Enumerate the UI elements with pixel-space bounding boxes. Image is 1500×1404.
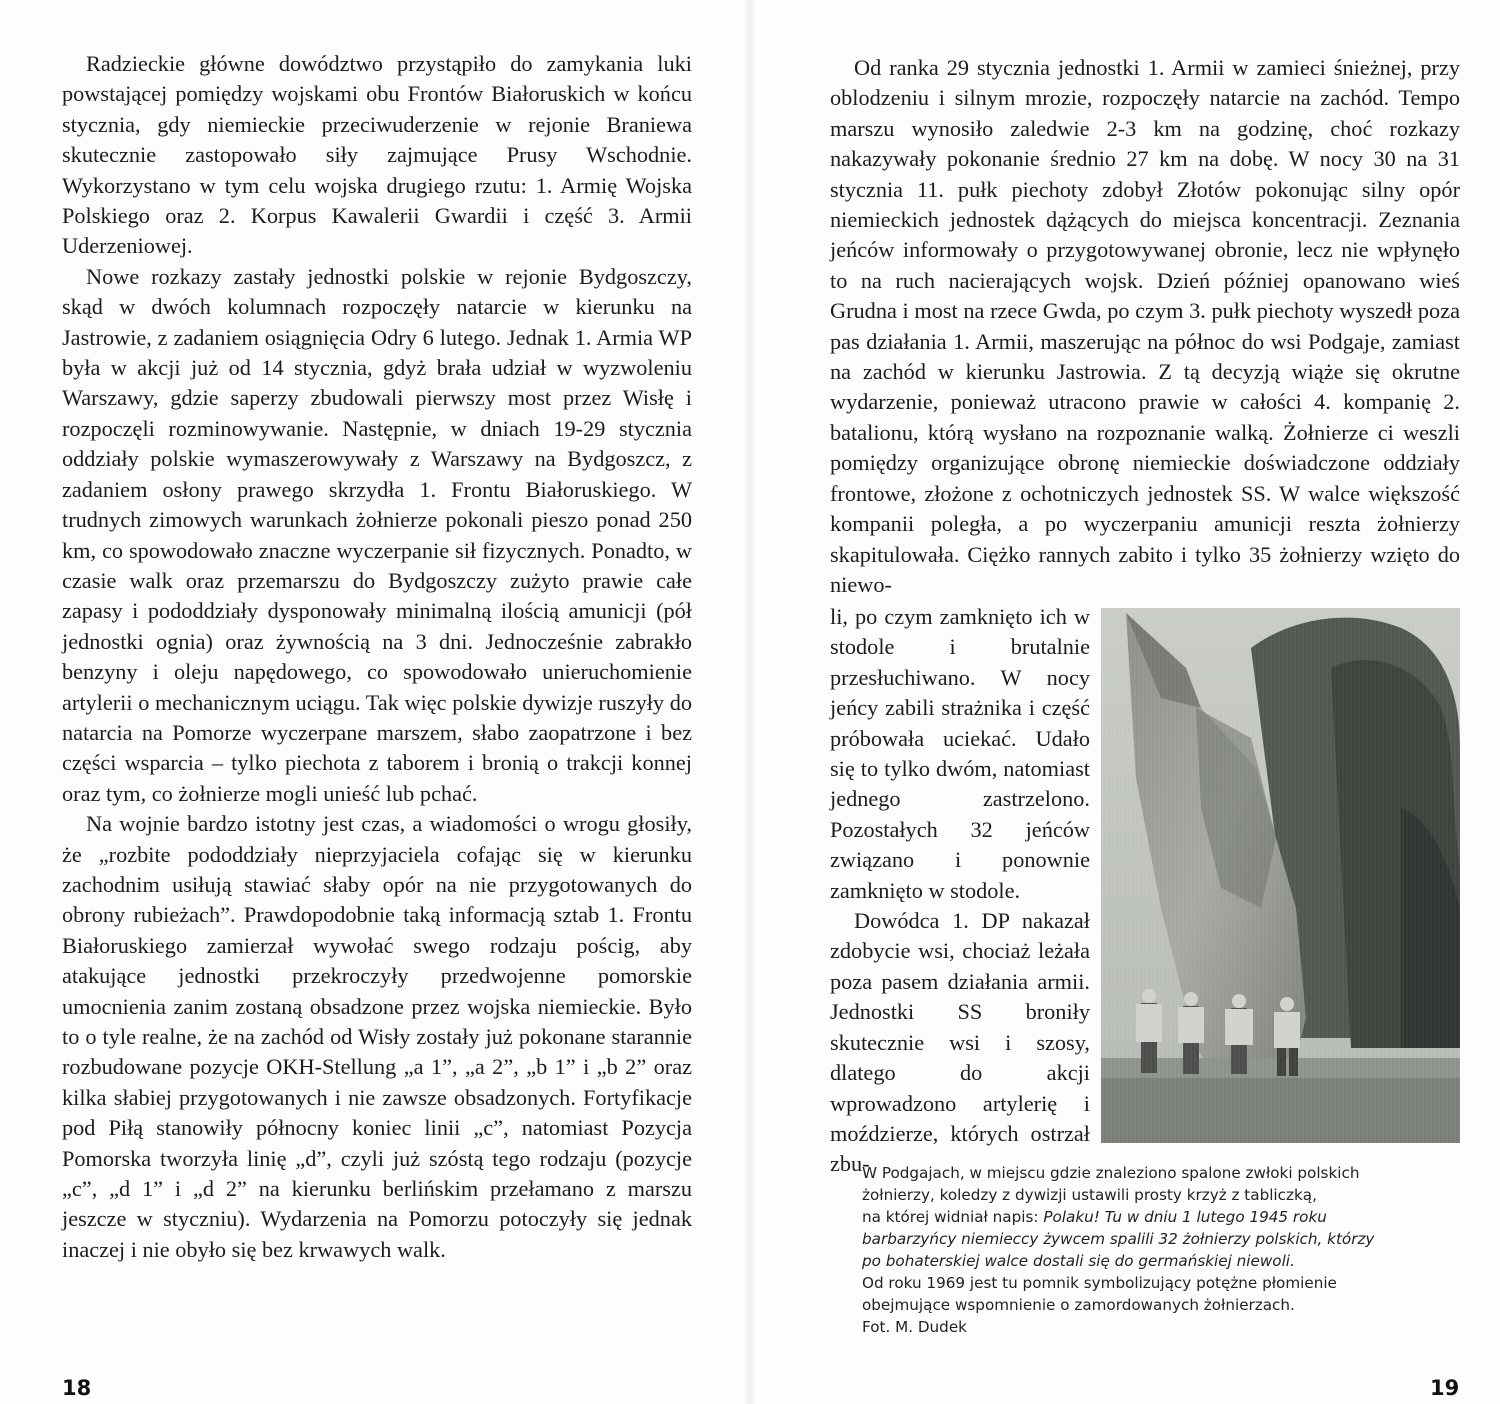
left-paragraph-2: Nowe rozkazy zastały jednostki polskie w rejonie Bydgoszczy, skąd w dwóch kolumnach rozpoczęły natarcie w kierunku na Jastrowie, z zadaniem osiągnięcia Odry 6 lutego. Jednak 1. Armia WP była w akcji już od 14 stycznia, gdyż brała udział w wyzwoleniu Warszawy, gdzie saperzy zbudowali pierwszy most przez Wisłę i rozpoczęli rozminowywanie. Następnie, w dniach 19-29 stycznia oddziały polskie wymaszerowywały z Warszawy na Bydgoszcz, z zadaniem osłony prawego skrzydła 1. Frontu Białoruskiego. W trudnych zimowych warunkach żołnierze pokonali pieszo ponad 250 km, co spowodowało znaczne wyczerpanie sił fizycznych. Ponadto, w czasie walk oraz przemarszu do Bydgoszczy zużyto prawie całe zapasy i pododdziały dysponowały minimalną ilością amunicji (pół jednostki ognia) oraz żywnością na 3 dni. Jednocześnie zabrakło benzyny i oleju napędowego, co spowodowało unieruchomienie artylerii o mechanicznym uciągu. Tak więc polskie dywizje ruszyły do natarcia na Pomorze wyczerpane marszem, słabo zaopatrzone i bez części wsparcia – tylko piechota z taborem i bronią o trakcji konnej oraz tym, co żołnierze mogli unieść lub pchać. (62, 263, 692, 806)
right-page (750, 0, 1500, 1404)
monument-photo (1101, 608, 1460, 1143)
caption-text: na której widniał napis: (862, 1208, 1044, 1226)
caption-line: W Podgajach, w miejscu gdzie znaleziono spalone zwłoki polskich (862, 1164, 1360, 1182)
caption-line: żołnierzy, koledzy z dywizji ustawili prosty krzyż z tabliczką, (862, 1186, 1317, 1204)
page-number-left: 18 (62, 1376, 92, 1400)
monument-photo-image (1101, 608, 1460, 1143)
photo-credit: Fot. M. Dudek (862, 1318, 967, 1336)
photo-caption (862, 1162, 1462, 1338)
page-number-right: 19 (1430, 1376, 1460, 1400)
right-paragraph-2: li, po czym zamknięto ich w stodole i brutalnie przesłuchiwano. W nocy jeńcy zabili strażnika i część próbowała uciekać. Udało się to tylko dwóm, natomiast jednego zastrzelono. Pozostałych 32 jeńców związano i ponownie zamknięto w stodole. (830, 604, 1090, 903)
right-wrapped-text (830, 602, 1090, 1180)
left-paragraph-1: Radzieckie główne dowództwo przystąpiło do zamykania luki powstającej pomiędzy wojskami obu Frontów Białoruskich w końcu stycznia, gdy niemieckie przeciwuderzenie w rejonie Braniewa skutecznie zastopowało siły zajmujące Prusy Wschodnie. Wykorzystano w tym celu wojska drugiego rzutu: 1. Armię Wojska Polskiego oraz 2. Korpus Kawalerii Gwardii i część 3. Armii Uderzeniowej. (62, 51, 692, 259)
caption-line (862, 1206, 1462, 1228)
right-page-text (830, 53, 1460, 600)
right-paragraph-3: Dowódca 1. DP nakazał zdobycie wsi, chociaż leżała poza pasem działania armii. Jednostki SS broniły skutecznie wsi i szosy, dlatego do akcji wprowadzono artylerię i moździerze, których ostrzał zbu- (830, 908, 1090, 1177)
left-paragraph-3: Na wojnie bardzo istotny jest czas, a wiadomości o wrogu głosiły, że „rozbite pododdziały nieprzyjaciela cofając się w kierunku zachodnim usiłują stawiać słaby opór na nie przygotowanych do obrony rubieżach”. Prawdopodobnie taką informacją sztab 1. Frontu Białoruskiego zamierzał wywołać swego rodzaju pościg, aby atakujące jednostki przekroczyły przedwojenne pomorskie umocnienia zanim zostaną obsadzone przez wojska niemieckie. Było to o tyle realne, że na zachód od Wisły zostały już pokonane starannie rozbudowane pozycje OKH-Stellung „a 1”, „a 2”, „b 1” i „b 2” oraz kilka słabiej przygotowanych i nie zawsze obsadzonych. Fortyfikacje pod Piłą stanowiły północny koniec linii „c”, natomiast Pozycja Pomorska tworzyła linię „d”, czyli już szóstą tego rodzaju (pozycje „c”, „d 1” i „d 2” na kierunku berlińskim przełamano z marszu jeszcze w styczniu). Wydarzenia na Pomorzu potoczyły się jednak inaczej i nie obyło się bez krwawych walk. (62, 811, 692, 1262)
caption-line: Od roku 1969 jest tu pomnik symbolizujący potężne płomienie (862, 1274, 1337, 1292)
caption-inscription: po bohaterskiej walce dostali się do germańskiej niewoli. (862, 1252, 1295, 1270)
caption-inscription: Polaku! Tu w dniu 1 lutego 1945 roku (1043, 1208, 1327, 1226)
right-paragraph-1: Od ranka 29 stycznia jednostki 1. Armii w zamieci śnieżnej, przy oblodzeniu i silnym mrozie, rozpoczęły natarcie na zachód. Tempo marszu wynosiło zaledwie 2-3 km na godzinę, choć rozkazy nakazywały pokonanie średnio 27 km na dobę. W nocy 30 na 31 stycznia 11. pułk piechoty zdobył Złotów pokonując silny opór niemieckich jednostek dążących do miejsca koncentracji. Zeznania jeńców informowały o przygotowywanej obronie, lecz nie wpłynęło to na ruch nacierających wojsk. Dzień później opanowano wieś Grudna i most na rzece Gwda, po czym 3. pułk piechoty wyszedł poza pas działania 1. Armii, maszerując na północ do wsi Podgaje, zamiast na zachód w kierunku Jastrowia. Z tą decyzją wiąże się okrutne wydarzenie, ponieważ utracono prawie w całości 4. kompanię 2. batalionu, którą wysłano na rozpoznanie walką. Żołnierze ci weszli pomiędzy organizujące obronę niemieckie doświadczone oddziały frontowe, złożone z ochotniczych jednostek SS. W walce większość kompanii poległa, a po wyczerpaniu amunicji reszta żołnierzy skapitulowała. Ciężko rannych zabito i tylko 35 żołnierzy wzięto do niewo- (830, 55, 1460, 597)
left-page-text (62, 49, 692, 1265)
caption-line: obejmujące wspomnienie o zamordowanych żołnierzach. (862, 1296, 1295, 1314)
caption-inscription: barbarzyńcy niemieccy żywcem spalili 32 żołnierzy polskich, którzy (862, 1230, 1375, 1248)
